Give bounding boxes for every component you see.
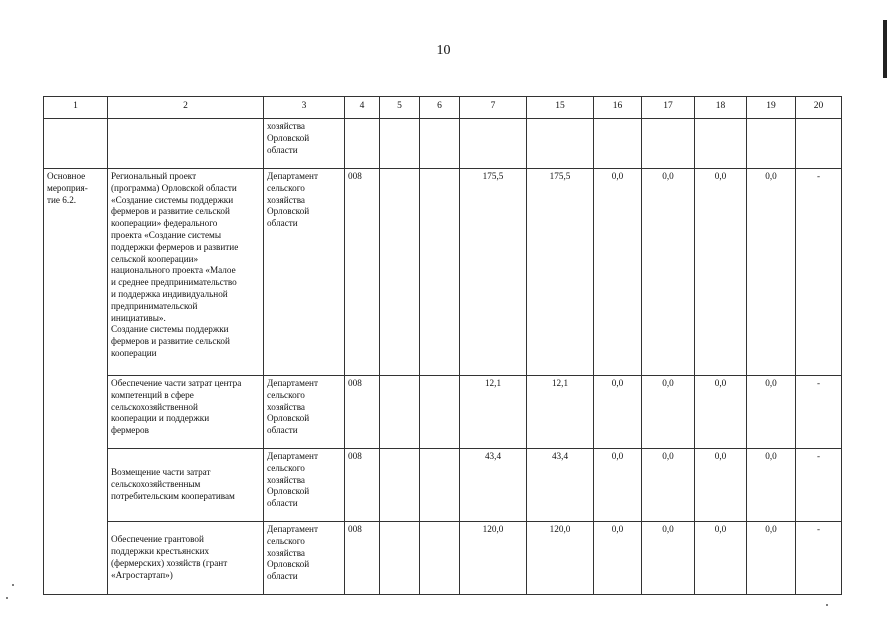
value-cell: - [796,449,842,522]
value-cell [420,522,460,595]
table-row [44,169,842,376]
value-cell: 0,0 [642,169,695,376]
value-cell: 0,0 [747,376,796,449]
column-header: 17 [642,97,695,119]
table-cell [460,119,527,169]
column-number-row [44,97,842,119]
budget-table [43,96,842,595]
value-cell: 0,0 [747,169,796,376]
column-header: 5 [380,97,420,119]
value-cell: - [796,522,842,595]
column-header: 6 [420,97,460,119]
value-cell: 43,4 [527,449,594,522]
table-cell [420,119,460,169]
table-cell [380,119,420,169]
column-header: 18 [695,97,747,119]
value-cell: 12,1 [527,376,594,449]
column-header: 19 [747,97,796,119]
table-cell [594,119,642,169]
description-cell: Возмещение части затрат сельскохозяйственным потребительским кооперативам [108,449,264,522]
table-cell [642,119,695,169]
column-header: 16 [594,97,642,119]
table-cell [108,119,264,169]
code-cell: 008 [345,169,380,376]
code-cell: 008 [345,376,380,449]
value-cell [420,449,460,522]
value-cell [380,522,420,595]
table-cell [527,119,594,169]
code-cell: 008 [345,449,380,522]
group-label-cell: Основное мероприя- тие 6.2. [44,169,108,595]
description-cell: Региональный проект (программа) Орловской области «Создание системы поддержки фермеров и развитие сельской кооперации» федерального проекта «Создание системы поддержки фермеров и развитие сельской кооперации» национального проекта «Малое и среднее предпринимательство и поддержка индивидуальной предпринимательской инициативы». Создание системы поддержки фермеров и развитие сельской кооперации [108,169,264,376]
table-row [44,522,842,595]
table-cell [345,119,380,169]
column-header: 3 [264,97,345,119]
value-cell [420,169,460,376]
value-cell: 120,0 [460,522,527,595]
column-header: 4 [345,97,380,119]
value-cell [380,376,420,449]
value-cell: 0,0 [695,522,747,595]
scan-edge-mark [883,20,887,78]
value-cell: 0,0 [642,376,695,449]
value-cell: - [796,376,842,449]
department-cell: Департамент сельского хозяйства Орловской области [264,376,345,449]
value-cell: - [796,169,842,376]
table-cell [695,119,747,169]
column-header: 7 [460,97,527,119]
description-cell: Обеспечение части затрат центра компетенций в сфере сельскохозяйственной кооперации и поддержки фермеров [108,376,264,449]
value-cell: 0,0 [747,449,796,522]
value-cell [380,449,420,522]
value-cell: 0,0 [642,522,695,595]
page-number: 10 [436,43,451,58]
department-cell: Департамент сельского хозяйства Орловской области [264,169,345,376]
department-cell: Департамент сельского хозяйства Орловской области [264,522,345,595]
value-cell: 12,1 [460,376,527,449]
value-cell: 0,0 [747,522,796,595]
value-cell: 175,5 [460,169,527,376]
scan-speck [826,604,828,606]
value-cell: 0,0 [642,449,695,522]
column-header: 15 [527,97,594,119]
scan-speck [6,597,8,599]
column-header: 2 [108,97,264,119]
value-cell: 0,0 [594,169,642,376]
continued-row [44,119,842,169]
department-cell: Департамент сельского хозяйства Орловской области [264,449,345,522]
department-cell: хозяйства Орловской области [264,119,345,169]
value-cell [420,376,460,449]
table-cell [747,119,796,169]
value-cell [380,169,420,376]
table-cell [796,119,842,169]
code-cell: 008 [345,522,380,595]
value-cell: 43,4 [460,449,527,522]
value-cell: 0,0 [695,169,747,376]
table-row [44,449,842,522]
value-cell: 0,0 [594,376,642,449]
value-cell: 0,0 [695,376,747,449]
value-cell: 120,0 [527,522,594,595]
value-cell: 175,5 [527,169,594,376]
table-row [44,376,842,449]
table-cell [44,119,108,169]
scan-speck [12,584,14,586]
column-header: 20 [796,97,842,119]
description-cell: Обеспечение грантовой поддержки крестьянских (фермерских) хозяйств (грант «Агростартап») [108,522,264,595]
value-cell: 0,0 [695,449,747,522]
value-cell: 0,0 [594,522,642,595]
column-header: 1 [44,97,108,119]
value-cell: 0,0 [594,449,642,522]
